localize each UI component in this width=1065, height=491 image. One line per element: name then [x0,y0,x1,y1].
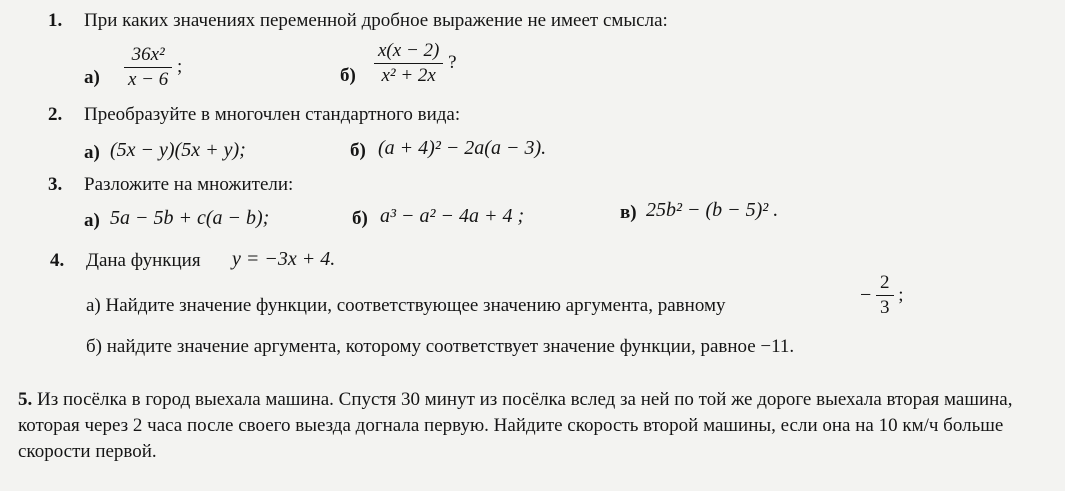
task-1b-label: б) [340,65,356,86]
minus-sign: − [860,284,872,306]
task-1a-numerator: 36x² [131,44,165,65]
task-3-prompt: Разложите на множители: [84,174,294,195]
task-2-prompt: Преобразуйте в многочлен стандартного вида: [84,104,461,125]
task-5-number: 5. [18,389,33,410]
task-1-prompt: При каких значениях переменной дробное выражение не имеет смысла: [84,10,668,31]
task-1b-denominator: x² + 2x [381,65,436,86]
task-2b-expression: (a + 4)² − 2a(a − 3). [378,137,547,159]
task-2a-label: а) [84,142,100,163]
task-5-text: Из посёлка в город выехала машина. Спустя 30 минут из посёлка вслед за ней по той же дороге выехала вторая машина, которая через 2 часа после своего выезда догнала первую. Найдите скорость второй машины, если она на 10 км/ч больше скорости первой. [18,389,1013,462]
task-3c-label: в) [620,202,637,223]
task-2b-label: б) [350,140,366,161]
task-1a-punct: ; [177,55,183,77]
task-1a-denominator: x − 6 [128,69,169,90]
task-3c-expression: 25b² − (b − 5)² . [646,199,779,221]
task-4-number: 4. [50,250,65,271]
task-3b-label: б) [352,208,368,229]
task-1b-fraction [374,40,457,87]
task-4a-text: а) Найдите значение функции, соответствующее значению аргумента, равному [86,295,726,316]
task-1a-label: а) [84,67,100,88]
task-4a-denominator: 3 [880,297,890,318]
task-5-paragraph [18,387,1033,465]
task-4-prompt: Дана функция [86,250,201,271]
task-1b-punct: ? [448,51,457,73]
task-2-number: 2. [48,104,63,125]
task-3b-expression: a³ − a² − 4a + 4 ; [380,205,525,227]
task-3a-expression: 5a − 5b + c(a − b); [110,207,270,229]
task-4b-text: б) найдите значение аргумента, которому соответствует значение функции, равное −11. [86,336,795,357]
task-4a-numerator: 2 [880,272,890,293]
task-1-number: 1. [48,10,63,31]
task-1a-fraction [124,44,182,91]
task-2a-expression: (5x − y)(5x + y); [110,139,246,161]
task-4a-value [860,272,904,319]
task-4-formula: y = −3x + 4. [232,248,336,270]
task-1b-numerator: x(x − 2) [378,40,440,61]
task-3a-label: а) [84,210,100,231]
task-3-number: 3. [48,174,63,195]
task-4a-punct: ; [898,284,904,306]
